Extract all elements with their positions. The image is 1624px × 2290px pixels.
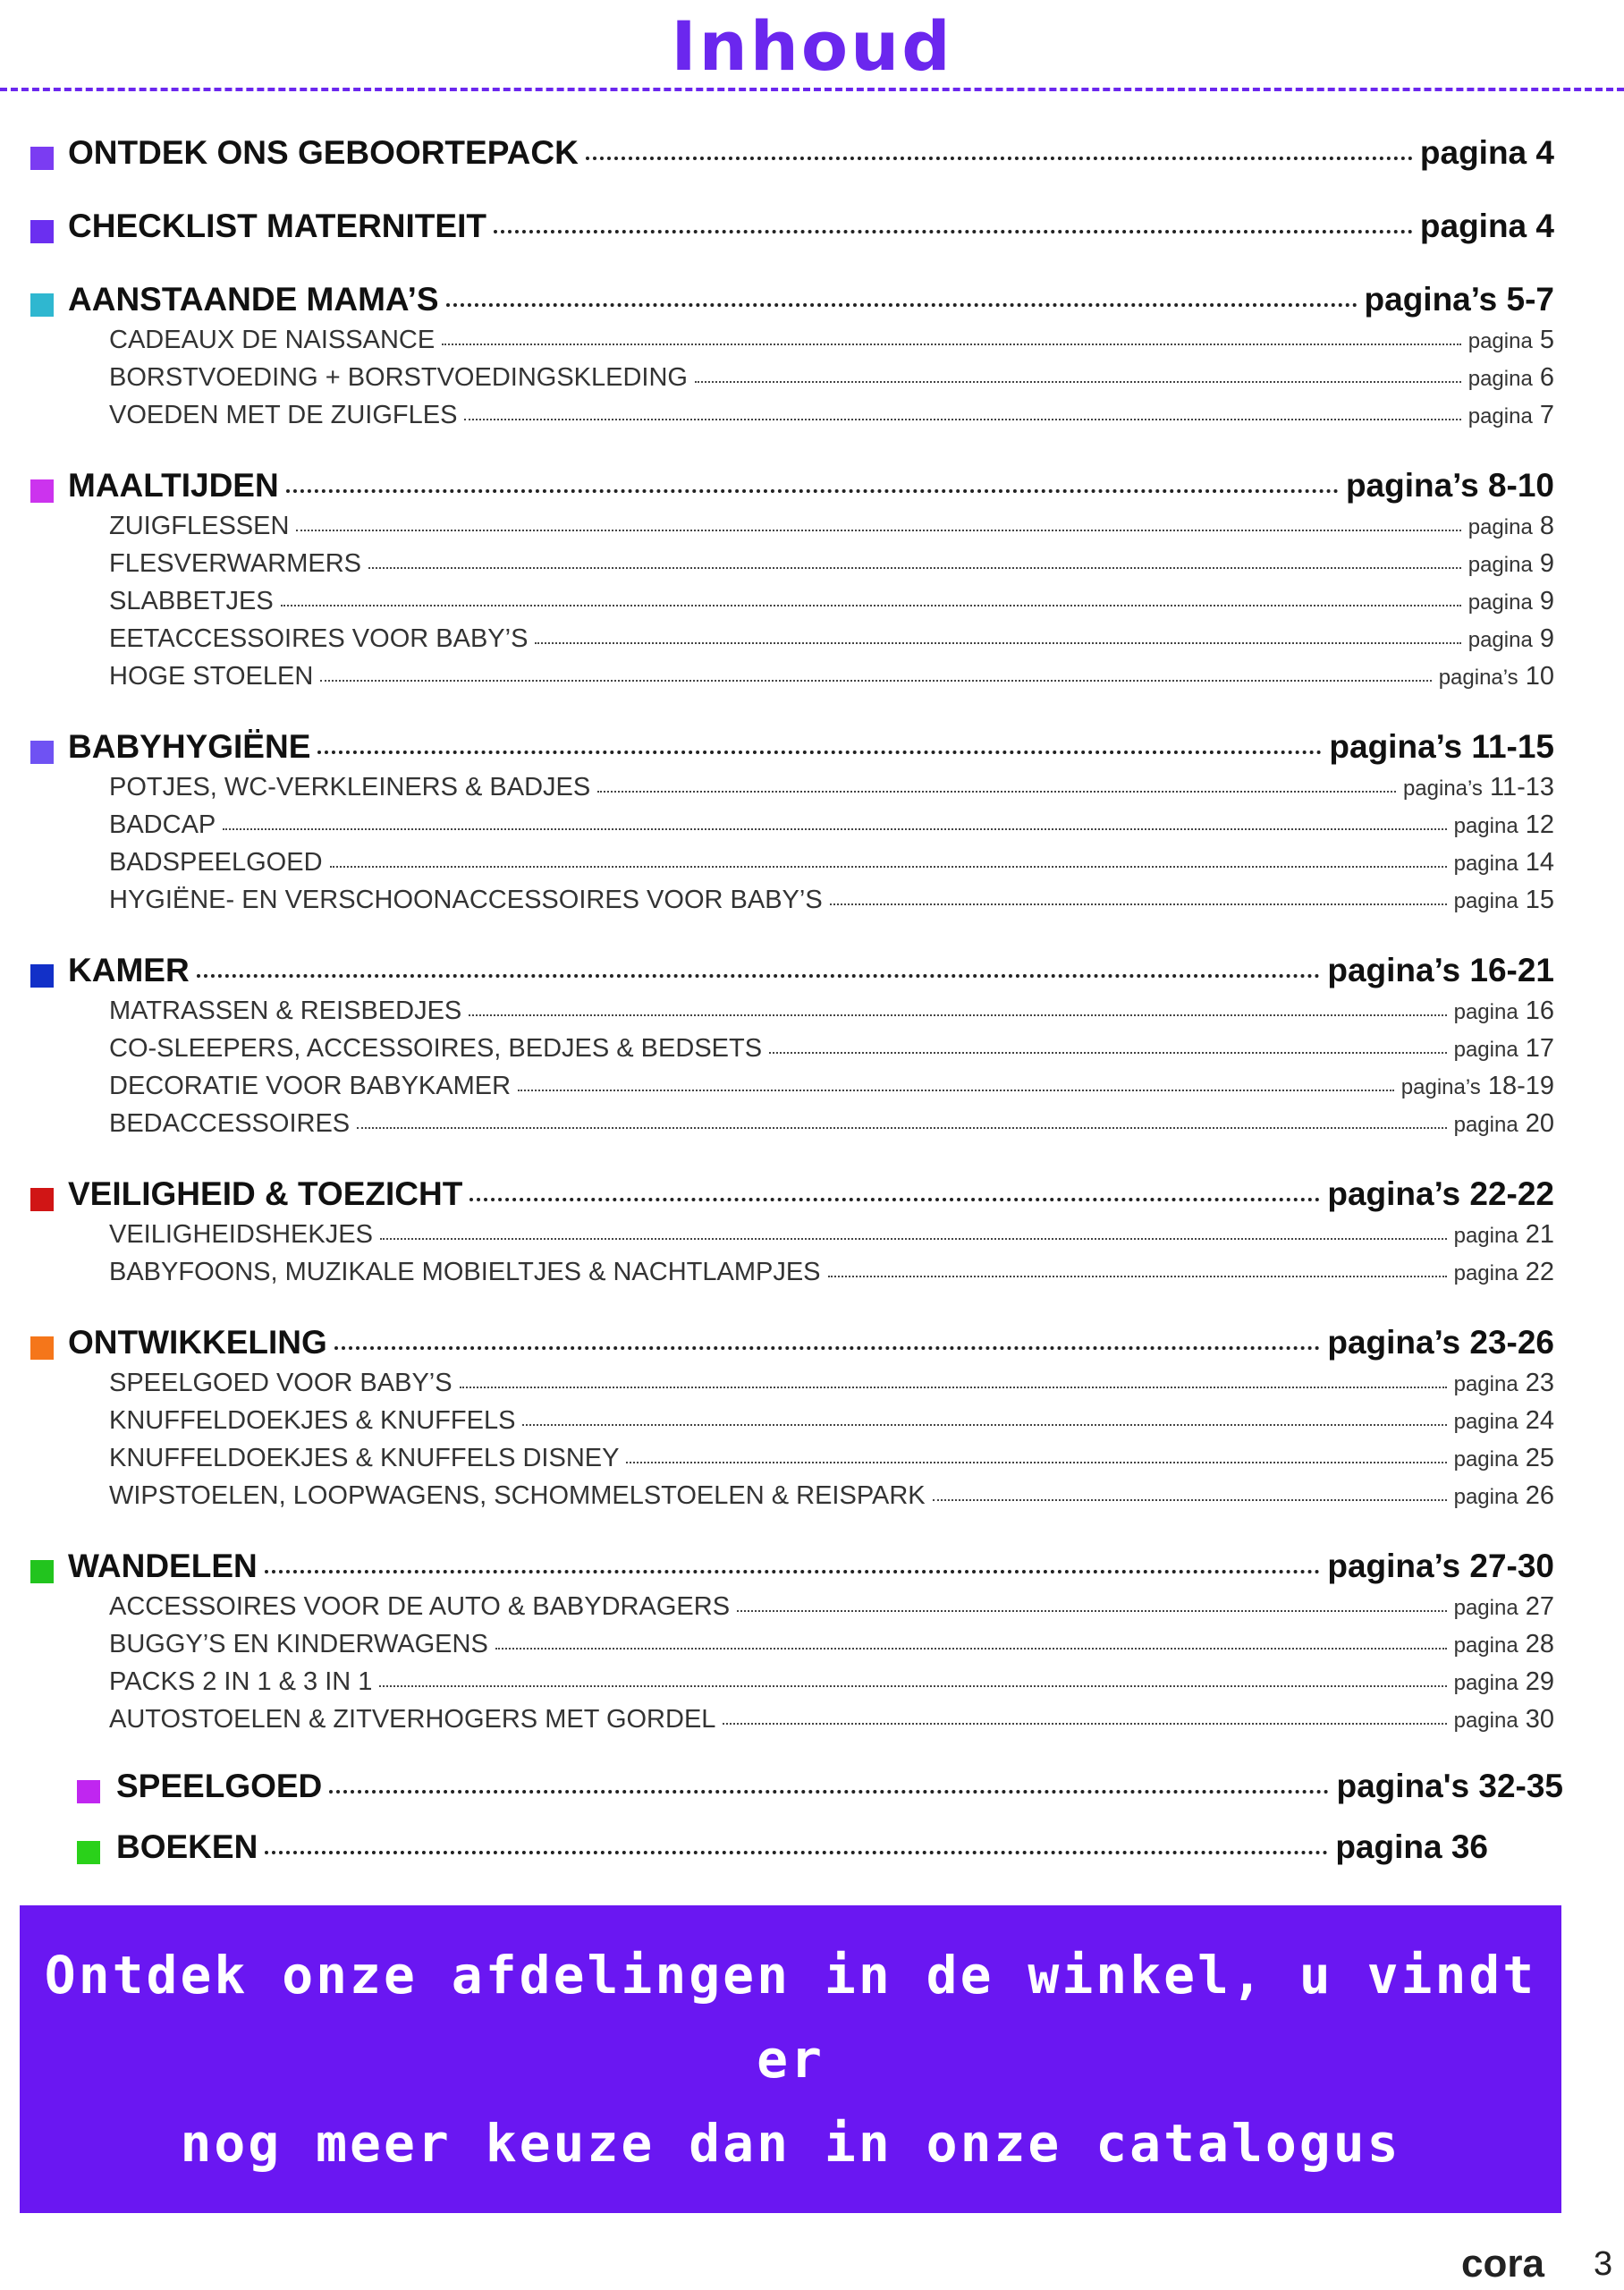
dot-leader: [296, 530, 1460, 531]
dot-leader: [442, 344, 1461, 345]
toc-section-row[interactable]: [68, 208, 1554, 256]
section-title: ONTDEK ONS GEBOORTEPACK: [68, 134, 579, 171]
subitem-page-word: pagina: [1468, 628, 1533, 652]
subitem-page: [1454, 997, 1554, 1026]
subitem-page-number: 20: [1525, 1109, 1554, 1138]
subitem-page-word: pagina: [1453, 1447, 1518, 1472]
subitem-title: WIPSTOELEN, LOOPWAGENS, SCHOMMELSTOELEN & REISPARK: [109, 1481, 926, 1510]
toc-subitem-row[interactable]: [109, 997, 1554, 1034]
section-marker-icon: [30, 1336, 54, 1360]
subitem-title: EETACCESSOIRES VOOR BABY’S: [109, 624, 529, 653]
section-marker-icon: [77, 1841, 100, 1864]
dot-leader: [329, 1790, 1329, 1794]
dot-leader: [586, 157, 1413, 160]
section-page: pagina’s 16-21: [1327, 952, 1554, 988]
subitem-page-number: 25: [1525, 1444, 1554, 1472]
subitem-page-number: 18-19: [1487, 1072, 1554, 1100]
subitem-page-word: pagina: [1453, 814, 1518, 838]
subitem-title: HYGIËNE- EN VERSCHOONACCESSOIRES VOOR BABY’S: [109, 886, 823, 914]
subitem-page-number: 12: [1525, 810, 1554, 839]
section-title: WANDELEN: [68, 1548, 258, 1584]
subitem-title: ZUIGFLESSEN: [109, 512, 290, 540]
subitem-page: [1454, 1369, 1554, 1398]
dot-leader: [830, 903, 1447, 905]
section-page: pagina’s 8-10: [1345, 467, 1554, 504]
banner-line-1: Ontdek onze afdelingen in de winkel, u vindt er: [44, 1945, 1537, 2090]
toc-subitem-row[interactable]: [109, 1705, 1554, 1743]
subitem-page: [1454, 1630, 1554, 1659]
subitem-page: [1454, 1444, 1554, 1473]
section-marker-icon: [30, 147, 54, 170]
subitem-page: [1468, 587, 1554, 616]
dot-leader: [535, 642, 1460, 644]
subitem-title: VEILIGHEIDSHEKJES: [109, 1220, 373, 1249]
subitem-page-word: pagina: [1468, 329, 1533, 353]
subitem-page-word: pagina: [1468, 553, 1533, 577]
subitem-page: [1454, 1481, 1554, 1511]
subitem-page-number: 11-13: [1489, 773, 1554, 802]
subitem-page-number: 24: [1525, 1406, 1554, 1435]
dot-leader: [464, 419, 1460, 420]
page-title: Inhoud: [671, 6, 953, 86]
subitem-page: [1454, 886, 1554, 915]
toc-section-row[interactable]: [116, 1768, 1563, 1816]
toc-subitem-row[interactable]: [109, 1444, 1554, 1481]
section-title: SPEELGOED: [116, 1768, 323, 1804]
subitem-page-number: 23: [1525, 1369, 1554, 1397]
dot-leader: [495, 1648, 1447, 1650]
dot-leader: [265, 1851, 1328, 1854]
subitem-title: BUGGY’S EN KINDERWAGENS: [109, 1630, 488, 1658]
toc-subitem-row[interactable]: [109, 1034, 1554, 1072]
toc-section-row[interactable]: [68, 952, 1554, 1000]
dot-leader: [281, 605, 1461, 606]
toc-subitem-row[interactable]: [109, 1109, 1554, 1147]
section-page: pagina's 32-35: [1336, 1768, 1563, 1804]
toc-subitem-row[interactable]: [109, 1481, 1554, 1519]
toc-section-row[interactable]: [116, 1828, 1488, 1877]
dot-leader: [469, 1198, 1320, 1201]
subitem-page: [1468, 549, 1554, 579]
subitem-page-number: 9: [1539, 624, 1554, 653]
subitem-page-word: pagina: [1453, 1671, 1518, 1695]
section-page: pagina’s 5-7: [1364, 281, 1554, 318]
toc-section-row[interactable]: [68, 1324, 1554, 1372]
dot-leader: [469, 1014, 1446, 1016]
subitem-page-number: 17: [1525, 1034, 1554, 1063]
subitem-page-word: pagina: [1453, 1410, 1518, 1434]
section-title: AANSTAANDE MAMA’S: [68, 281, 439, 318]
subitem-page-word: pagina’s: [1400, 1075, 1481, 1099]
subitem-page-word: pagina: [1453, 1372, 1518, 1396]
section-title: MAALTIJDEN: [68, 467, 279, 504]
section-marker-icon: [30, 741, 54, 764]
dot-leader: [265, 1570, 1321, 1573]
dot-leader: [197, 974, 1321, 978]
subitem-page-number: 7: [1539, 401, 1554, 429]
subitem-page-number: 5: [1539, 326, 1554, 354]
subitem-page-number: 28: [1525, 1630, 1554, 1658]
subitem-page-word: pagina: [1453, 1596, 1518, 1620]
subitem-page: [1454, 1592, 1554, 1622]
subitem-title: BEDACCESSOIRES: [109, 1109, 351, 1138]
dot-leader: [320, 680, 1431, 682]
subitem-page-number: 10: [1525, 662, 1554, 691]
subitem-page-number: 22: [1525, 1258, 1554, 1286]
section-page: pagina’s 11-15: [1329, 728, 1554, 765]
subitem-page: [1439, 662, 1554, 691]
section-title: CHECKLIST MATERNITEIT: [68, 208, 486, 244]
dot-leader: [330, 866, 1447, 868]
subitem-page-number: 16: [1525, 997, 1554, 1025]
title-divider: [0, 88, 1624, 91]
subitem-page-number: 30: [1525, 1705, 1554, 1734]
section-page: pagina’s 23-26: [1327, 1324, 1554, 1361]
dot-leader: [460, 1387, 1447, 1388]
subitem-page-word: pagina: [1468, 590, 1533, 615]
subitem-page-number: 27: [1525, 1592, 1554, 1621]
section-title: VEILIGHEID & TOEZICHT: [68, 1175, 463, 1212]
toc-section-row[interactable]: [68, 134, 1554, 182]
page-number: 3: [1594, 2245, 1613, 2283]
dot-leader: [933, 1499, 1447, 1501]
toc-section-row[interactable]: [68, 467, 1554, 515]
toc-subitem-row[interactable]: [109, 1592, 1554, 1630]
section-page: pagina’s 27-30: [1327, 1548, 1554, 1584]
toc-subitem-row[interactable]: [109, 549, 1554, 587]
subitem-title: BADCAP: [109, 810, 216, 839]
subitem-title: KNUFFELDOEKJES & KNUFFELS DISNEY: [109, 1444, 620, 1472]
subitem-title: FLESVERWARMERS: [109, 549, 361, 578]
toc-section-row[interactable]: [68, 1548, 1554, 1596]
subitem-page-number: 9: [1539, 549, 1554, 578]
dot-leader: [379, 1685, 1446, 1687]
subitem-page: [1454, 1406, 1554, 1436]
toc-subitem-row[interactable]: [109, 363, 1554, 401]
section-page: pagina’s 22-22: [1327, 1175, 1554, 1212]
subitem-title: AUTOSTOELEN & ZITVERHOGERS MET GORDEL: [109, 1705, 716, 1734]
toc-section-row[interactable]: [68, 728, 1554, 776]
subitem-page-word: pagina: [1468, 515, 1533, 539]
subitem-title: BABYFOONS, MUZIKALE MOBIELTJES & NACHTLAMPJES: [109, 1258, 821, 1286]
subitem-page: [1454, 1220, 1554, 1250]
toc-subitem-row[interactable]: [109, 1258, 1554, 1295]
dot-leader: [597, 791, 1396, 793]
subitem-page-word: pagina: [1453, 1038, 1518, 1062]
subitem-page: [1468, 512, 1554, 541]
subitem-page-word: pagina: [1453, 1709, 1518, 1733]
toc-subitem-row[interactable]: [109, 512, 1554, 549]
promo-banner: [20, 1905, 1561, 2213]
subitem-page: [1468, 401, 1554, 430]
dot-leader: [357, 1127, 1446, 1129]
subitem-page: [1454, 810, 1554, 840]
toc-subitem-row[interactable]: [109, 773, 1554, 810]
subitem-page-number: 14: [1525, 848, 1554, 877]
subitem-title: BADSPEELGOED: [109, 848, 323, 877]
subitem-title: DECORATIE VOOR BABYKAMER: [109, 1072, 512, 1100]
dot-leader: [522, 1424, 1446, 1426]
subitem-page-word: pagina: [1468, 367, 1533, 391]
subitem-title: CO-SLEEPERS, ACCESSOIRES, BEDJES & BEDSETS: [109, 1034, 763, 1063]
section-page: pagina 4: [1419, 134, 1554, 171]
subitem-page-word: pagina: [1453, 1113, 1518, 1137]
dot-leader: [334, 1346, 1321, 1350]
subitem-page-word: pagina: [1453, 1224, 1518, 1248]
dot-leader: [380, 1238, 1447, 1240]
subitem-page-word: pagina: [1453, 1633, 1518, 1658]
section-page: pagina 36: [1335, 1828, 1488, 1865]
toc-subitem-row[interactable]: [109, 810, 1554, 848]
section-marker-icon: [77, 1780, 100, 1803]
toc-subitem-row[interactable]: [109, 624, 1554, 662]
dot-leader: [286, 489, 1339, 493]
section-page: pagina 4: [1419, 208, 1554, 244]
subitem-title: MATRASSEN & REISBEDJES: [109, 997, 462, 1025]
subitem-title: SLABBETJES: [109, 587, 274, 615]
toc-section-row[interactable]: [68, 1175, 1554, 1224]
toc-subitem-row[interactable]: [109, 401, 1554, 438]
subitem-title: POTJES, WC-VERKLEINERS & BADJES: [109, 773, 591, 802]
subitem-title: PACKS 2 IN 1 & 3 IN 1: [109, 1667, 373, 1696]
subitem-title: CADEAUX DE NAISSANCE: [109, 326, 436, 354]
toc-subitem-row[interactable]: [109, 1667, 1554, 1705]
subitem-page-number: 9: [1539, 587, 1554, 615]
dot-leader: [737, 1610, 1447, 1612]
toc-subitem-row[interactable]: [109, 1072, 1554, 1109]
dot-leader: [317, 751, 1322, 754]
subitem-page-word: pagina’s: [1438, 666, 1518, 690]
dot-leader: [723, 1723, 1446, 1725]
subitem-page: [1468, 326, 1554, 355]
subitem-page: [1468, 363, 1554, 393]
subitem-title: ACCESSOIRES VOOR DE AUTO & BABYDRAGERS: [109, 1592, 731, 1621]
banner-line-2: nog meer keuze dan in onze catalogus: [180, 2113, 1401, 2174]
section-title: ONTWIKKELING: [68, 1324, 327, 1361]
section-marker-icon: [30, 964, 54, 988]
subitem-page-number: 26: [1525, 1481, 1554, 1510]
subitem-page-word: pagina: [1453, 852, 1518, 876]
toc-subitem-row[interactable]: [109, 848, 1554, 886]
toc-subitem-row[interactable]: [109, 587, 1554, 624]
section-marker-icon: [30, 479, 54, 503]
subitem-page-number: 29: [1525, 1667, 1554, 1696]
section-marker-icon: [30, 220, 54, 243]
dot-leader: [626, 1462, 1446, 1463]
toc-subitem-row[interactable]: [109, 886, 1554, 923]
toc-subitem-row[interactable]: [109, 1220, 1554, 1258]
subitem-page-number: 8: [1539, 512, 1554, 540]
subitem-page: [1468, 624, 1554, 654]
subitem-page-word: pagina: [1453, 1261, 1518, 1285]
toc-subitem-row[interactable]: [109, 1406, 1554, 1444]
subitem-page: [1454, 1034, 1554, 1064]
section-marker-icon: [30, 1560, 54, 1583]
subitem-page-word: pagina: [1453, 1000, 1518, 1024]
subitem-page: [1454, 1258, 1554, 1287]
subitem-page-number: 21: [1525, 1220, 1554, 1249]
subitem-page-word: pagina: [1453, 1485, 1518, 1509]
toc-subitem-row[interactable]: [109, 1369, 1554, 1406]
section-marker-icon: [30, 293, 54, 317]
section-title: KAMER: [68, 952, 190, 988]
subitem-page: [1401, 1072, 1554, 1101]
toc-subitem-row[interactable]: [109, 662, 1554, 700]
subitem-title: BORSTVOEDING + BORSTVOEDINGSKLEDING: [109, 363, 688, 392]
subitem-page: [1403, 773, 1554, 802]
section-title: BOEKEN: [116, 1828, 258, 1865]
toc-subitem-row[interactable]: [109, 1630, 1554, 1667]
dot-leader: [828, 1276, 1447, 1277]
subitem-page: [1454, 1667, 1554, 1697]
section-title: BABYHYGIËNE: [68, 728, 311, 765]
subitem-page: [1454, 848, 1554, 878]
subitem-page-word: pagina: [1468, 404, 1533, 428]
dot-leader: [769, 1052, 1447, 1054]
toc-section-row[interactable]: [68, 281, 1554, 329]
subitem-page: [1454, 1705, 1554, 1734]
section-marker-icon: [30, 1188, 54, 1211]
dot-leader: [368, 567, 1461, 569]
dot-leader: [695, 381, 1461, 383]
toc-subitem-row[interactable]: [109, 326, 1554, 363]
dot-leader: [518, 1090, 1394, 1091]
brand-logo: cora: [1461, 2242, 1544, 2286]
subitem-page: [1454, 1109, 1554, 1139]
subitem-title: HOGE STOELEN: [109, 662, 314, 691]
subitem-page-word: pagina’s: [1402, 776, 1483, 801]
subitem-title: SPEELGOED VOOR BABY’S: [109, 1369, 453, 1397]
subitem-title: KNUFFELDOEKJES & KNUFFELS: [109, 1406, 516, 1435]
subitem-page-number: 15: [1525, 886, 1554, 914]
subitem-page-word: pagina: [1453, 889, 1518, 913]
subitem-page-number: 6: [1539, 363, 1554, 392]
dot-leader: [494, 230, 1413, 233]
dot-leader: [446, 303, 1358, 307]
dot-leader: [223, 828, 1446, 830]
subitem-title: VOEDEN MET DE ZUIGFLES: [109, 401, 458, 429]
